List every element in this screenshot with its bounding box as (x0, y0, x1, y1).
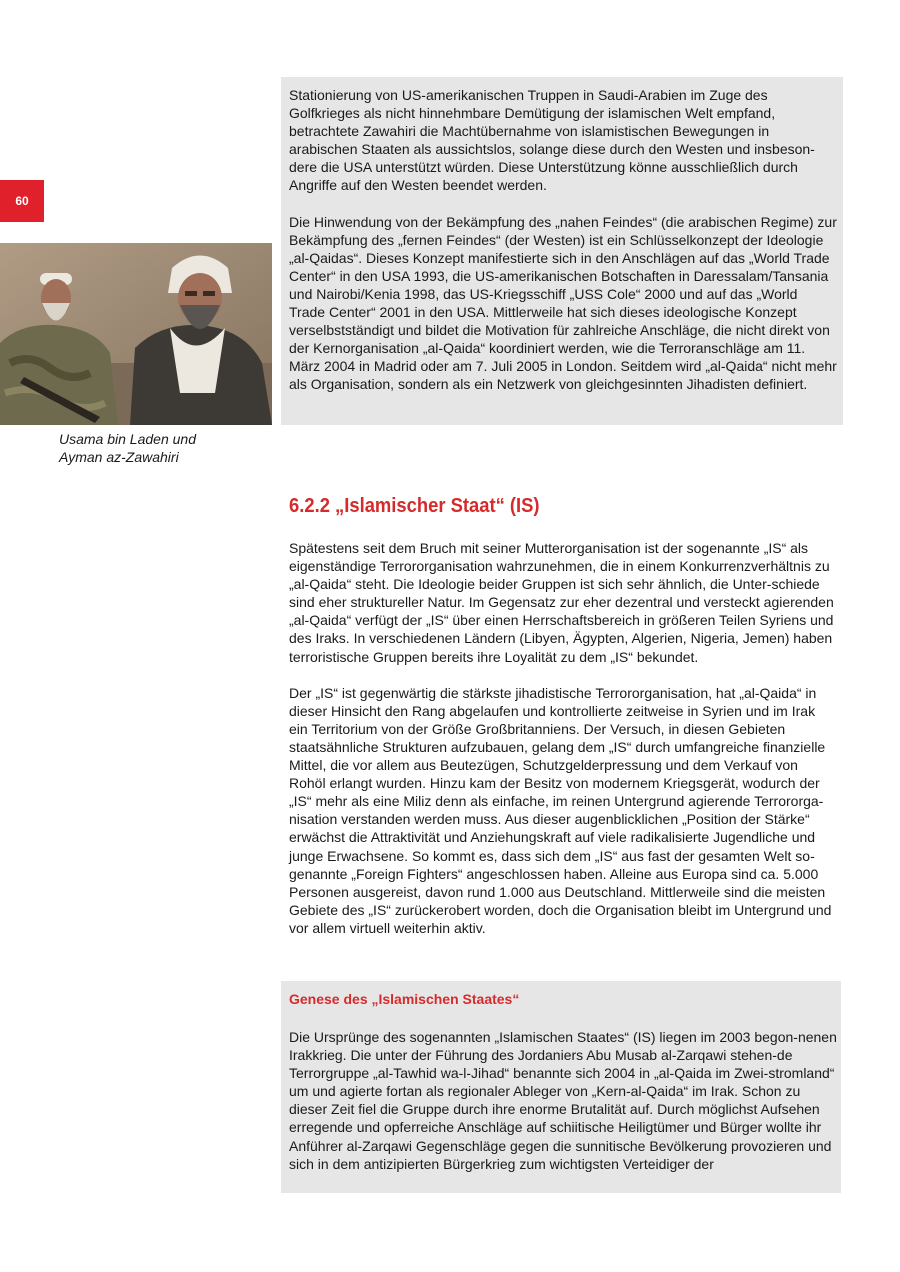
info-box-heading: Genese des „Islamischen Staates“ (289, 991, 520, 1007)
section-body (289, 539, 837, 937)
photo-caption (59, 430, 259, 466)
paragraph: Spätestens seit dem Bruch mit seiner Mutterorganisation ist der sogenannte „IS“ als eigenständige Terrororganisation wahrzunehmen, die in einem Konkurrenzverhältnis zu „al-Qaida“ steht. Die Ideologie beider Gruppen ist sich sehr ähnlich, die Unter-schiede sind eher struktureller Natur. Im Gegensatz zur eher dezentral und versteckt agierenden „al-Qaida“ verfügt der „IS“ über einen Herrschaftsbereich in größeren Teilen Syriens und des Iraks. In verschiedenen Ländern (Libyen, Ägypten, Algerien, Nigeria, Jemen) haben terroristische Gruppen bereits ihre Loyalität zu dem „IS“ bekundet. (289, 540, 834, 665)
info-box-top-text (289, 86, 837, 394)
section-heading: 6.2.2 „Islamischer Staat“ (IS) (289, 495, 540, 517)
photo-bin-laden-zawahiri (0, 243, 272, 425)
paragraph: Der „IS“ ist gegenwärtig die stärkste jihadistische Terrororganisation, hat „al-Qaida“ in dieser Hinsicht den Rang abgelaufen und kontrollierte zeitweise in Syrien und im Irak ein Territorium von der Größe Großbritanniens. Der Versuch, in diesen Gebieten staatsähnliche Strukturen aufzubauen, gelang dem „IS“ durch umfangreiche finanzielle Mittel, die vor allem aus Beutezügen, Schutzgelderpressung und dem Verkauf von Rohöl erlangt wurden. Hinzu kam der Besitz von modernem Kriegsgerät, wodurch der „IS“ mehr als eine Miliz denn als einfache, im reinen Untergrund agierende Terrororga-nisation verstanden werden muss. Aus dieser augenblicklichen „Position der Stärke“ erwächst die Attraktivität und Anziehungskraft auf viele radikalisierte Jugendliche und junge Erwachsene. So kommt es, dass sich dem „IS“ aus fast der gesamten Welt so-genannte „Foreign Fighters“ angeschlossen haben. Alleine aus Europa sind ca. 5.000 Personen ausgereist, davon rund 1.000 aus Deutschland. Mittlerweile sind die meisten Gebiete des „IS“ zurückerobert worden, doch die Organisation bleibt im Untergrund und vor allem virtuell weiterhin aktiv. (289, 684, 832, 936)
paragraph: Die Hinwendung von der Bekämpfung des „nahen Feindes“ (die arabischen Regime) zur Bekämpfung des „fernen Feindes“ (der Westen) ist ein Schlüsselkonzept der Ideologie „al-Qaidas“. Dieses Konzept manifestierte sich in den Anschlägen auf das „World Trade Center“ in den USA 1993, die US-amerikanischen Botschaften in Daressalam/Tansania und Nairobi/Kenia 1998, das US-Kriegsschiff „USS Cole“ 2000 und auf das „World Trade Center“ 2001 in den USA. Mittlerweile hat sich dieses ideologische Konzept verselbstständigt und bildet die Motivation für zahlreiche Anschläge, die nicht direkt von der Kernorganisation „al-Qaida“ koordiniert werden, wie die Terroranschläge am 11. März 2004 in Madrid oder am 7. Juli 2005 in London. Seitdem wird „al-Qaida“ nicht mehr als Organisation, sondern als ein Netzwerk von gleichgesinnten Jihadisten definiert. (289, 213, 837, 393)
info-box-bottom-text (289, 1028, 837, 1173)
caption-line: Ayman az-Zawahiri (59, 449, 179, 465)
page-number: 60 (0, 180, 44, 222)
caption-line: Usama bin Laden und (59, 431, 196, 447)
photo-image (0, 243, 272, 425)
paragraph: Die Ursprünge des sogenannten „Islamischen Staates“ (IS) liegen im 2003 begon-nenen Irakkrieg. Die unter der Führung des Jordaniers Abu Musab al-Zarqawi stehen-de Terrorgruppe „al-Tawhid wa-l-Jihad“ benannte sich 2004 in „al-Qaida im Zwei-stromland“ um und agierte fortan als regionaler Ableger von „Kern-al-Qaida“ im Irak. Schon zu dieser Zeit fiel die Gruppe durch ihre enorme Brutalität auf. Durch möglichst Aufsehen erregende und opferreiche Anschläge auf schiitische Heiligtümer und Bürger wollte ihr Anführer al-Zarqawi Gegenschläge gegen die sunnitische Bevölkerung provozieren und sich in dem antizipierten Bürgerkrieg zum wichtigsten Verteidiger der (289, 1029, 837, 1172)
paragraph: Stationierung von US-amerikanischen Truppen in Saudi-Arabien im Zuge des Golfkrieges als nicht hinnehmbare Demütigung der islamischen Welt empfand, betrachtete Zawahiri die Machtübernahme von islamistischen Bewegungen in arabischen Staaten als aussichtslos, solange diese durch den Westen und insbeson-dere die USA unterstützt würden. Diese Unterstützung könne ausschließlich durch Angriffe auf den Westen beendet werden. (289, 87, 815, 194)
